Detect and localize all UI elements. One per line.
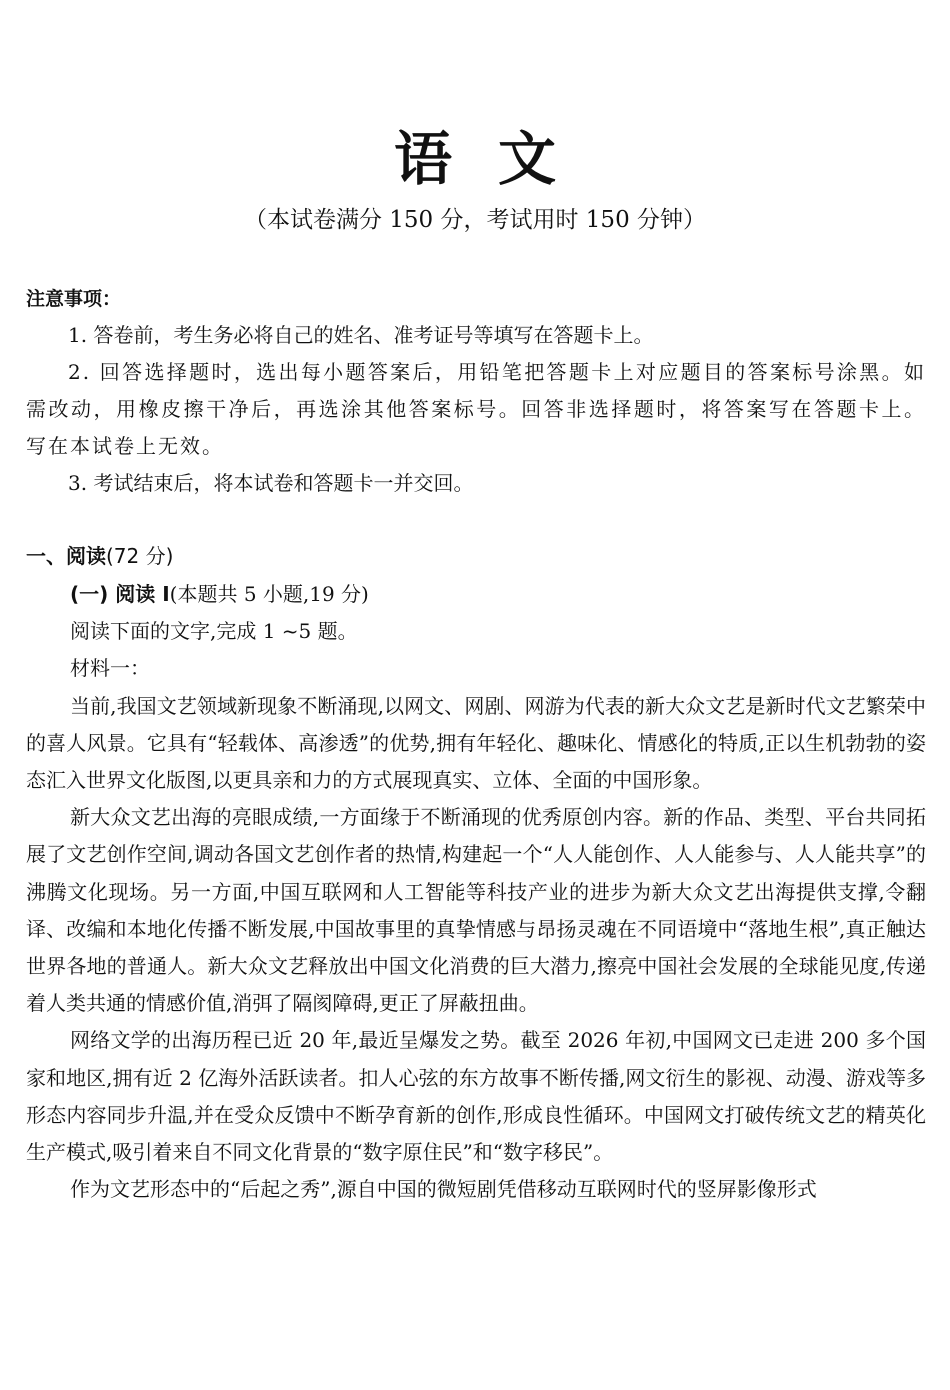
notice-heading: 注意事项： (26, 288, 122, 310)
reading-sub-heading (26, 576, 926, 613)
title-char-1: 语 (393, 125, 452, 193)
material-paragraph: 作为文艺形态中的“后起之秀”,源自中国的微短剧凭借移动互联网时代的竖屏影像形式 (70, 1177, 817, 1202)
page-title (0, 124, 950, 194)
section-heading (26, 540, 173, 572)
notice-item: 2. 回答选择题时，选出每小题答案后，用铅笔把答题卡上对应题目的答案标号涂黑。如需改动，用橡皮擦干净后，再选涂其他答案标号。回答非选择题时，将答案写在答题卡上。写在本试卷上无效。 (26, 360, 926, 458)
exam-subtitle: （本试卷满分 150 分，考试用时 150 分钟） (243, 207, 707, 233)
notice-item: 1. 答卷前，考生务必将自己的姓名、准考证号等填写在答题卡上。 (68, 323, 654, 347)
section-heading-label: 一、阅读 (26, 544, 106, 568)
material-paragraph: 网络文学的出海历程已近 20 年,最近呈爆发之势。截至 2026 年初,中国网文已走进 200 多个国家和地区,拥有近 2 亿海外活跃读者。扣人心弦的东方故事不断传播,网文衍生的影视、动漫、游戏等多形态内容同步升温,并在受众反馈中不断孕育新的创作,形成良性循环。中国网文打破传统文艺的精英化生产模式,吸引着来自不同文化背景的“数字原住民”和“数字移民”。 (26, 1028, 926, 1165)
material-paragraph: 新大众文艺出海的亮眼成绩,一方面缘于不断涌现的优秀原创内容。新的作品、类型、平台共同拓展了文艺创作空间,调动各国文艺创作者的热情,构建起一个“人人能创作、人人能参与、人人能共享”的沸腾文化现场。另一方面,中国互联网和人工智能等科技产业的进步为新大众文艺出海提供支撑,令翻译、改编和本地化传播不断发展,中国故事里的真挚情感与昂扬灵魂在不同语境中“落地生根”,真正触达世界各地的普通人。新大众文艺释放出中国文化消费的巨大潜力,擦亮中国社会发展的全球能见度,传递着人类共通的情感价值,消弭了隔阂障碍,更正了屏蔽扭曲。 (26, 805, 926, 1016)
sub-heading-label: (一) 阅读 I (70, 582, 170, 606)
section-heading-score: (72 分) (106, 544, 174, 568)
notice-list (26, 317, 926, 502)
reading-section (26, 576, 926, 1208)
material-paragraph: 当前,我国文艺领域新现象不断涌现,以网文、网剧、网游为代表的新大众文艺是新时代文艺繁荣中的喜人风景。它具有“轻载体、高渗透”的优势,拥有年轻化、趣味化、情感化的特质,正以生机勃勃的姿态汇入世界文化版图,以更具亲和力的方式展现真实、立体、全面的中国形象。 (26, 693, 926, 793)
material-label: 材料一： (70, 656, 150, 681)
sub-heading-score: (本题共 5 小题,19 分) (169, 582, 369, 606)
reading-instruction: 阅读下面的文字,完成 1 ~5 题。 (70, 619, 358, 644)
title-char-2: 文 (498, 125, 557, 193)
notice-item: 3. 考试结束后，将本试卷和答题卡一并交回。 (68, 471, 474, 495)
